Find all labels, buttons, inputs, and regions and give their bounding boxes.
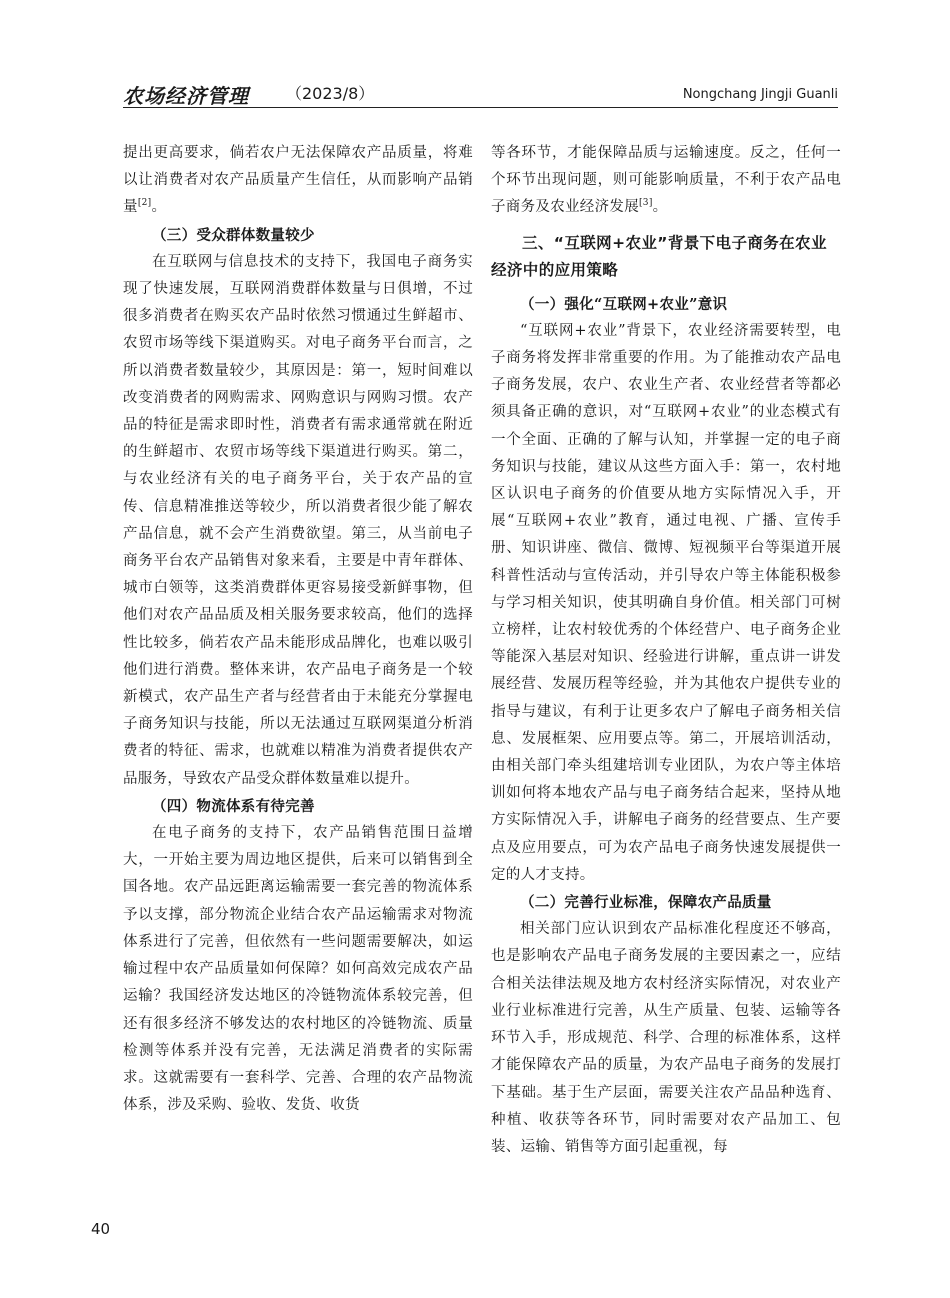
paragraph (123, 140, 473, 222)
journal-name: 农场经济管理 (123, 84, 249, 108)
paragraph: 相关部门应认识到农产品标准化程度还不够高，也是影响农产品电子商务发展的主要因素之一，应结合相关法律法规及地方农村经济实际情况，对农业产业行业标准进行完善，从生产质量、包装、运输等各环节入手，形成规范、科学、合理的标准体系，这样才能保障农产品的质量，为农产品电子商务的发展打下基础。基于生产层面，需要关注农产品品种选育、种植、收获等各环节，同时需要对农产品加工、包装、运输、销售等方面引起重视，每 (491, 921, 841, 1155)
paragraph: “互联网+农业”背景下，农业经济需要转型，电子商务将发挥非常重要的作用。为了能推动农产品电子商务发展，农户、农业生产者、农业经营者等都必须具备正确的意识，对“互联网+农业”的业态模式有一个全面、正确的了解与认知，并掌握一定的电子商务知识与技能，建议从这些方面入手：第一，农村地区认识电子商务的价值要从地方实际情况入手，开展“互联网+农业”教育，通过电视、广播、宣传手册、知识讲座、微信、微博、短视频平台等渠道开展科普性活动与宣传活动，并引导农户等主体能积极参与学习相关知识，使其明确自身价值。相关部门可树立榜样，让农村较优秀的个体经营户、电子商务企业等能深入基层对知识、经验进行讲解，重点讲一讲发展经营、发展历程等经验，并为其他农户提供专业的指导与建议，有利于让更多农户了解电子商务相关信息、发展框架、应用要点等。第二，开展培训活动，由相关部门牵头组建培训专业团队，为农户等主体培训如何将本地农产品与电子商务结合起来，坚持从地方实际情况入手，讲解电子商务的经营要点、生产要点及应用要点，可为农产品电子商务快速发展提供一定的人才支持。 (491, 322, 841, 883)
subsection-heading: （四）物流体系有待完善 (152, 797, 315, 815)
subsection-heading: （一）强化“互联网+农业”意识 (520, 295, 728, 313)
section-heading: 三、“互联网+农业”背景下电子商务在农业经济中的应用策略 (491, 233, 827, 280)
left-column (123, 140, 473, 1119)
page-number: 40 (91, 1220, 111, 1238)
subsection-heading: （三）受众群体数量较少 (152, 226, 315, 244)
right-column (491, 140, 841, 1161)
paragraph-text: 提出更高要求，倘若农户无法保障农产品质量，将难以让消费者对农产品质量产生信任，从而影响产品销量 (123, 145, 473, 216)
subsection-heading: （二）完善行业标准，保障农产品质量 (520, 894, 772, 912)
running-header (123, 80, 838, 108)
paragraph-text: 等各环节，才能保障品质与运输速度。反之，任何一个环节出现问题，则可能影响质量，不利于农产品电子商务及农业经济发展 (491, 145, 841, 216)
paragraph-end: 。 (652, 199, 668, 216)
journal-pinyin: Nongchang Jingji Guanli (682, 87, 838, 102)
journal-issue: （2023/8） (286, 84, 375, 103)
header-rule (123, 107, 838, 108)
paragraph (491, 140, 841, 222)
citation-ref: [2] (137, 198, 152, 209)
paragraph: 在电子商务的支持下，农产品销售范围日益增大，一开始主要为周边地区提供，后来可以销售到全国各地。农产品远距离运输需要一套完善的物流体系予以支撑，部分物流企业结合农产品运输需求对物流体系进行了完善，但依然有一些问题需要解决，如运输过程中农产品质量如何保障？如何高效完成农产品运输？我国经济发达地区的冷链物流体系较完善，但还有很多经济不够发达的农村地区的冷链物流、质量检测等体系并没有完善，无法满足消费者的实际需求。这就需要有一套科学、完善、合理的农产品物流体系，涉及采购、验收、发货、收货 (123, 825, 473, 1114)
paragraph: 在互联网与信息技术的支持下，我国电子商务实现了快速发展，互联网消费群体数量与日俱增，不过很多消费者在购买农产品时依然习惯通过生鲜超市、农贸市场等线下渠道购买。对电子商务平台而言，之所以消费者数量较少，其原因是：第一，短时间难以改变消费者的网购需求、网购意识与网购习惯。农产品的特征是需求即时性，消费者有需求通常就在附近的生鲜超市、农贸市场等线下渠道进行购买。第二，与农业经济有关的电子商务平台，关于农产品的宣传、信息精准推送等较少，所以消费者很少能了解农产品信息，就不会产生消费欲望。第三，从当前电子商务平台农产品销售对象来看，主要是中青年群体、城市白领等，这类消费群体更容易接受新鲜事物，但他们对农产品品质及相关服务要求较高，他们的选择性比较多，倘若农产品未能形成品牌化，也难以吸引他们进行消费。整体来讲，农产品电子商务是一个较新模式，农产品生产者与经营者由于未能充分掌握电子商务知识与技能，所以无法通过互联网渠道分析消费者的特征、需求，也就难以精准为消费者提供农产品服务，导致农产品受众群体数量难以提升。 (123, 253, 473, 787)
paragraph-end: 。 (151, 199, 167, 216)
citation-ref: [3] (639, 198, 653, 209)
